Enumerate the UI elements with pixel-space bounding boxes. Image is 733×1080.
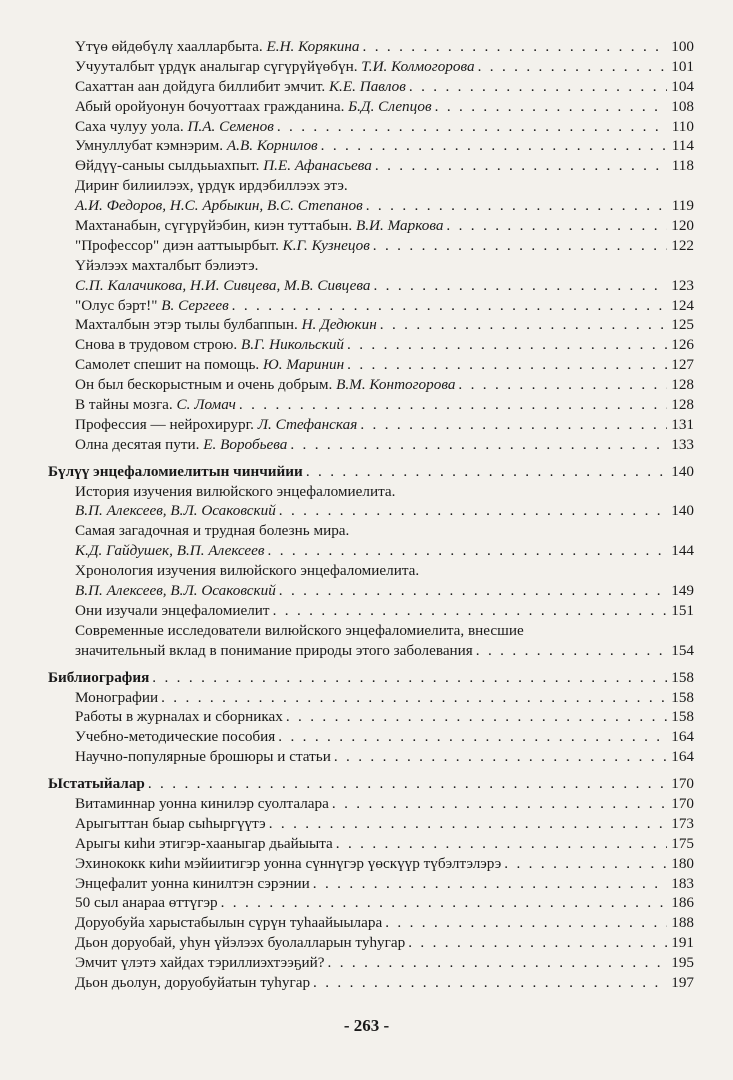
- toc-entry: [48, 136, 694, 156]
- dot-leader: [332, 794, 667, 814]
- toc-entry-text: [75, 77, 406, 97]
- toc-title: Хронология изучения вилюйского энцефаломиелита.: [75, 562, 420, 580]
- toc-entry-text: [75, 375, 455, 395]
- toc-author: Л. Стефанская: [257, 415, 358, 433]
- toc-entry: [48, 236, 694, 256]
- toc-author: П.Е. Афанасьева: [263, 157, 372, 175]
- toc-page-number: 108: [671, 97, 694, 115]
- dot-leader: [375, 156, 667, 176]
- toc-entry-text: [75, 973, 310, 993]
- toc-page-number: 127: [671, 356, 694, 374]
- dot-leader: [269, 814, 667, 834]
- dot-leader: [373, 236, 667, 256]
- toc-entry: [48, 57, 694, 77]
- toc-page-number: 149: [671, 582, 694, 600]
- toc-entry: [48, 601, 694, 621]
- dot-leader: [161, 688, 667, 708]
- dot-leader: [273, 601, 667, 621]
- dot-leader: [366, 196, 667, 216]
- dot-leader: [239, 395, 667, 415]
- toc-entry-text: [75, 117, 274, 137]
- toc-title: Витаминнар уонна кинилэр суолталара: [75, 794, 329, 812]
- toc-page-number: 101: [671, 57, 694, 75]
- toc-entry: [48, 395, 694, 415]
- toc-page-number: 191: [671, 934, 694, 952]
- toc-entry-text: [75, 335, 344, 355]
- toc-entry: [48, 256, 694, 276]
- toc-entry-text: [75, 893, 218, 913]
- toc-entry-text: [75, 37, 360, 57]
- toc-page-number: 110: [671, 117, 694, 135]
- dot-leader: [152, 668, 667, 688]
- toc-entry-text: [75, 276, 370, 296]
- toc-entry-text: [75, 688, 158, 708]
- dot-leader: [476, 641, 667, 661]
- toc-entry: [48, 77, 694, 97]
- toc-entry-text: [75, 315, 377, 335]
- toc-entry-text: [75, 482, 395, 502]
- toc-title: Энцефалит уонна кинилтэн сэрэнии: [75, 874, 310, 892]
- toc-entry: [48, 541, 694, 561]
- toc-title: Үйэлээх махталбыт бэлиэтэ.: [75, 256, 259, 274]
- toc-title: Самолет спешит на помощь.: [75, 356, 260, 374]
- toc-page-number: 151: [671, 601, 694, 619]
- toc-entry: [48, 296, 694, 316]
- toc-title: Бүлүү энцефаломиелитын чинчийии: [48, 462, 303, 480]
- dot-leader: [232, 296, 667, 316]
- dot-leader: [306, 462, 667, 482]
- toc-entry: [48, 834, 694, 854]
- toc-entry: [48, 482, 694, 502]
- dot-leader: [435, 97, 667, 117]
- toc-page-number: 133: [671, 435, 694, 453]
- dot-leader: [373, 276, 667, 296]
- toc-author: Б.Д. Слепцов: [348, 97, 432, 115]
- toc-author: К.Е. Павлов: [328, 77, 406, 95]
- toc-author: В.Г. Никольский: [240, 336, 345, 354]
- toc-entry: [48, 854, 694, 874]
- toc-author: К.Д. Гайдушек, В.П. Алексеев: [75, 542, 265, 560]
- toc-title: значительный вклад в понимание природы этого заболевания: [75, 641, 473, 659]
- toc-entry: [48, 216, 694, 236]
- dot-leader: [277, 117, 667, 137]
- toc-entry: [48, 874, 694, 894]
- toc-title: Монографии: [75, 688, 159, 706]
- toc-title: В тайны мозга.: [75, 396, 173, 414]
- toc-title: Ыстатыйалар: [48, 775, 145, 793]
- toc-author: Ю. Маринин: [263, 356, 345, 374]
- toc-entry-text: [75, 933, 405, 953]
- toc-page-number: 154: [671, 641, 694, 659]
- toc-author: В. Сергеев: [161, 296, 229, 314]
- toc-page-number: 144: [671, 542, 694, 560]
- toc-entry-text: [75, 581, 276, 601]
- toc-entry-text: [75, 521, 349, 541]
- toc-entry: [48, 335, 694, 355]
- dot-leader: [478, 57, 667, 77]
- toc-author: С.П. Калачикова, Н.И. Сивцева, М.В. Сивцева: [75, 276, 371, 294]
- toc-title: Они изучали энцефаломиелит: [75, 601, 270, 619]
- toc-entry-text: [75, 641, 473, 661]
- toc-entry-text: [75, 874, 310, 894]
- toc-page-number: 122: [671, 236, 694, 254]
- toc-page-number: 180: [671, 854, 694, 872]
- toc-page-number: 119: [671, 197, 694, 215]
- toc-title: Махталбын этэр тылы булбаппын.: [75, 316, 298, 334]
- toc-entry: [48, 707, 694, 727]
- toc-page-number: 158: [671, 688, 694, 706]
- toc-page-number: 140: [671, 462, 694, 480]
- dot-leader: [385, 913, 667, 933]
- toc-page-number: 183: [671, 874, 694, 892]
- toc-page-number: 114: [671, 137, 694, 155]
- toc-entry-text: [75, 834, 333, 854]
- toc-section-heading: [48, 462, 694, 482]
- toc-page-number: 188: [671, 914, 694, 932]
- toc-entry-text: [75, 953, 325, 973]
- page-number: - 263 -: [343, 1016, 390, 1035]
- toc-title: Арыгыттан быар сыһыргүүтэ: [75, 814, 266, 832]
- toc-page-number: 170: [671, 775, 694, 793]
- toc-title: Современные исследователи вилюйского энцефаломиелита, внесшие: [75, 621, 524, 639]
- toc-author: Н. Дедюкин: [301, 316, 377, 334]
- dot-leader: [458, 375, 667, 395]
- toc-title: Он был бескорыстным и очень добрым.: [75, 376, 333, 394]
- toc-section-heading: [48, 668, 694, 688]
- dot-leader: [313, 973, 667, 993]
- toc-entry: [48, 375, 694, 395]
- toc-page-number: 128: [671, 376, 694, 394]
- toc-title: Дириҥ билиилээх, үрдүк ирдэбиллээх этэ.: [75, 177, 348, 195]
- toc-entry: [48, 561, 694, 581]
- dot-leader: [268, 541, 667, 561]
- dot-leader: [347, 335, 667, 355]
- toc-entry: [48, 97, 694, 117]
- toc-entry-text: [75, 355, 344, 375]
- toc-title: Сахаттан аан дойдуга биллибит эмчит.: [75, 77, 326, 95]
- toc-entry: [48, 913, 694, 933]
- toc-entry: [48, 117, 694, 137]
- toc-author: А.И. Федоров, Н.С. Арбыкин, В.С. Степанов: [75, 197, 363, 215]
- toc-entry: [48, 727, 694, 747]
- dot-leader: [334, 747, 667, 767]
- toc-entry: [48, 621, 694, 641]
- toc-entry: [48, 973, 694, 993]
- toc-entry: [48, 415, 694, 435]
- toc-page-number: 125: [671, 316, 694, 334]
- dot-leader: [360, 415, 667, 435]
- toc-entry-text: [75, 435, 287, 455]
- dot-leader: [380, 315, 667, 335]
- toc-entry-text: [48, 462, 303, 482]
- toc-entry-text: [75, 236, 370, 256]
- toc-author: Т.И. Колмогорова: [361, 57, 475, 75]
- toc-title: Самая загадочная и трудная болезнь мира.: [75, 522, 350, 540]
- toc-entry-text: [75, 136, 318, 156]
- toc-author: Е.Н. Корякина: [266, 38, 360, 55]
- toc-entry-text: [75, 727, 275, 747]
- toc-author: Е. Воробьева: [203, 435, 288, 453]
- toc-title: Эхинококк киһи мэйиитигэр уонна сүннүгэр үөскүүр түбэлтэлэрэ: [75, 854, 502, 872]
- toc-page-number: 120: [671, 217, 694, 235]
- toc-title: Доруобуйа харыстабылын сүрүн туһаайыылара: [75, 914, 383, 932]
- toc-author: В.П. Алексеев, В.Л. Осаковский: [75, 502, 276, 520]
- toc-entry-text: [48, 668, 149, 688]
- toc-author: В.И. Маркова: [355, 217, 444, 235]
- dot-leader: [278, 727, 667, 747]
- toc-section-heading: [48, 774, 694, 794]
- toc-entry-text: [75, 97, 432, 117]
- toc-title: Снова в трудовом строю.: [75, 336, 238, 354]
- dot-leader: [221, 893, 667, 913]
- toc-entry: [48, 315, 694, 335]
- dot-leader: [290, 435, 667, 455]
- dot-leader: [347, 355, 667, 375]
- toc-page-number: 126: [671, 336, 694, 354]
- toc-entry: [48, 37, 694, 57]
- toc-entry-text: [75, 57, 475, 77]
- toc-title: Өйдүү-саныы сылдьыахпыт.: [75, 157, 260, 175]
- toc-title: Дьон дьолун, доруобуйатын туһугар: [75, 973, 311, 991]
- toc-entry-text: [75, 156, 372, 176]
- toc-entry-text: [75, 415, 357, 435]
- toc-title: Умнуллубат кэмнэрим.: [75, 137, 224, 155]
- toc-page-number: 118: [671, 157, 694, 175]
- toc-entry-text: [75, 541, 265, 561]
- toc-entry-text: [75, 501, 276, 521]
- toc-entry: [48, 814, 694, 834]
- toc-title: Работы в журналах и сборниках: [75, 708, 283, 726]
- dot-leader: [148, 774, 667, 794]
- toc-entry-text: [75, 794, 329, 814]
- toc-page-number: 140: [671, 502, 694, 520]
- toc-title: Арыгы киһи этигэр-хааныгар дьайыыта: [75, 834, 333, 852]
- toc-title: Үтүө өйдөбүлү хаалларбыта.: [75, 38, 263, 55]
- toc-page-number: 173: [671, 814, 694, 832]
- toc-entry: [48, 688, 694, 708]
- toc-title: Учебно-методические пособия: [75, 728, 276, 746]
- dot-leader: [328, 953, 667, 973]
- toc-title: Махтанабын, сүгүрүйэбин, киэн туттабын.: [75, 217, 353, 235]
- toc-author: В.П. Алексеев, В.Л. Осаковский: [75, 582, 276, 600]
- toc-page-number: 195: [671, 954, 694, 972]
- toc-entry-text: [75, 176, 348, 196]
- toc-page-number: 175: [671, 834, 694, 852]
- toc-entry-text: [75, 216, 443, 236]
- dot-leader: [321, 136, 667, 156]
- toc-page-number: 123: [671, 276, 694, 294]
- toc-entry: [48, 176, 694, 196]
- dot-leader: [446, 216, 667, 236]
- toc-author: А.В. Корнилов: [226, 137, 318, 155]
- toc-entry: [48, 581, 694, 601]
- toc-page-number: 164: [671, 748, 694, 766]
- toc-entry-text: [75, 814, 266, 834]
- toc-entry-text: [75, 395, 236, 415]
- dot-leader: [504, 854, 667, 874]
- toc-entry-text: [75, 621, 524, 641]
- dot-leader: [279, 501, 667, 521]
- toc-title: Саха чулуу уола.: [75, 117, 184, 135]
- toc-author: В.М. Контогорова: [336, 376, 456, 394]
- toc-author: С. Ломач: [176, 396, 236, 414]
- table-of-contents: [48, 37, 694, 993]
- toc-entry-text: [75, 854, 501, 874]
- toc-title: 50 сыл анараа өттүгэр: [75, 894, 218, 912]
- toc-title: Дьон доруобай, уһун үйэлээх буолалларын туһугар: [75, 934, 406, 952]
- toc-page-number: 128: [671, 396, 694, 414]
- toc-page-number: 170: [671, 794, 694, 812]
- toc-title: Учууталбыт үрдүк аналыгар сүгүрүйүөбүн.: [75, 57, 358, 75]
- toc-entry: [48, 933, 694, 953]
- toc-page-number: 158: [671, 708, 694, 726]
- toc-title: История изучения вилюйского энцефаломиелита.: [75, 482, 396, 500]
- toc-title: "Олус бэрт!": [75, 296, 158, 314]
- toc-entry-text: [75, 707, 283, 727]
- dot-leader: [286, 707, 667, 727]
- toc-page-number: 158: [671, 668, 694, 686]
- toc-entry-text: [75, 196, 363, 216]
- toc-entry-text: [75, 747, 331, 767]
- toc-entry: [48, 521, 694, 541]
- toc-entry: [48, 501, 694, 521]
- dot-leader: [363, 37, 667, 57]
- toc-entry: [48, 435, 694, 455]
- toc-entry: [48, 747, 694, 767]
- toc-page-number: 197: [671, 973, 694, 991]
- dot-leader: [313, 874, 667, 894]
- toc-entry: [48, 355, 694, 375]
- toc-title: Олна десятая пути.: [75, 435, 200, 453]
- toc-author: К.Г. Кузнецов: [282, 236, 370, 254]
- toc-entry-text: [75, 561, 419, 581]
- toc-page-number: 164: [671, 728, 694, 746]
- toc-page-number: 124: [671, 296, 694, 314]
- toc-title: Профессия — нейрохирург.: [75, 415, 254, 433]
- toc-entry-text: [75, 913, 382, 933]
- toc-entry: [48, 276, 694, 296]
- toc-entry-text: [75, 256, 258, 276]
- dot-leader: [408, 933, 667, 953]
- toc-entry: [48, 953, 694, 973]
- toc-title: Эмчит үлэтэ хайдах тэриллиэхтээҕий?: [75, 954, 325, 972]
- toc-entry: [48, 641, 694, 661]
- toc-entry: [48, 893, 694, 913]
- toc-entry-text: [75, 601, 270, 621]
- toc-page-number: 100: [671, 38, 694, 55]
- toc-title: Научно-популярные брошюры и статьи: [75, 748, 331, 766]
- toc-title: "Профессор" диэн ааттыырбыт.: [75, 236, 279, 254]
- toc-title: Абый оройуонун бочуоттаах гражданина.: [75, 97, 345, 115]
- toc-page-number: 186: [671, 894, 694, 912]
- toc-page-number: 131: [671, 415, 694, 433]
- toc-entry: [48, 794, 694, 814]
- toc-entry-text: [75, 296, 229, 316]
- dot-leader: [279, 581, 667, 601]
- toc-title: Библиография: [48, 668, 150, 686]
- toc-entry-text: [48, 774, 145, 794]
- dot-leader: [409, 77, 667, 97]
- toc-author: П.А. Семенов: [187, 117, 274, 135]
- dot-leader: [336, 834, 667, 854]
- toc-entry: [48, 156, 694, 176]
- toc-page-number: 104: [671, 77, 694, 95]
- toc-entry: [48, 196, 694, 216]
